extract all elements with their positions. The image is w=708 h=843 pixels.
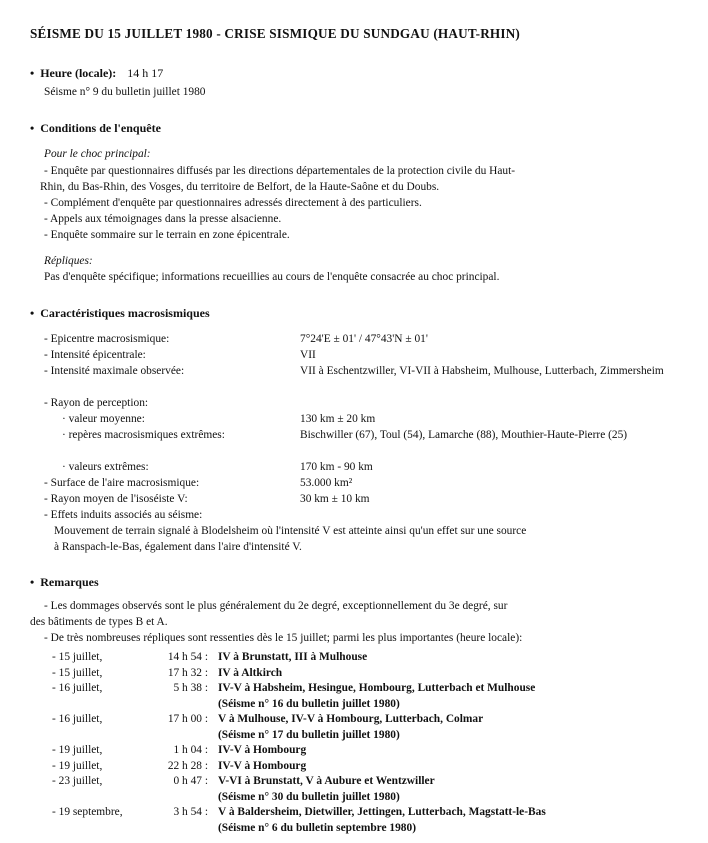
moyenne-label: · valeur moyenne: xyxy=(62,413,145,425)
replique-bulletin: (Séisme n° 16 du bulletin juillet 1980) xyxy=(218,697,400,710)
epicentre-label: - Epicentre macrosismique: xyxy=(44,333,170,345)
replique-text: IV-V à Hombourg xyxy=(218,744,307,756)
macro-heading xyxy=(30,306,210,320)
remarques-line-1a: - Les dommages observés sont le plus généralement du 2e degré, exceptionnellement du 3e degré, sur xyxy=(44,600,508,612)
bullet-icon: • xyxy=(30,575,35,589)
surface-label: - Surface de l'aire macrosismique: xyxy=(44,477,200,489)
effets-label: - Effets induits associés au séisme: xyxy=(44,509,203,521)
replique-text: V à Baldersheim, Dietwiller, Jettingen, Lutterbach, Magstatt-le-Bas xyxy=(218,806,546,818)
effets-text-2: à Ranspach-le-Bas, également dans l'aire d'intensité V. xyxy=(54,541,302,553)
replique-time: 17 h 00 : xyxy=(167,713,208,725)
conditions-line-3: - Appels aux témoignages dans la presse alsacienne. xyxy=(44,213,282,225)
replique-text: IV à Brunstatt, III à Mulhouse xyxy=(218,651,368,663)
heure-heading xyxy=(30,66,163,80)
conditions-heading-text: Conditions de l'enquête xyxy=(40,121,161,135)
extremes-label: · valeurs extrêmes: xyxy=(62,461,149,473)
replique-date: - 15 juillet, xyxy=(52,666,103,679)
isoseiste-value: 30 km ± 10 km xyxy=(300,493,370,505)
replique-date: - 16 juillet, xyxy=(52,682,103,694)
replique-date: - 19 juillet, xyxy=(52,759,103,772)
page-title: SÉISME DU 15 JUILLET 1980 - CRISE SISMIQUE DU SUNDGAU (HAUT-RHIN) xyxy=(30,26,521,41)
conditions-line-4: - Enquête sommaire sur le terrain en zone épicentrale. xyxy=(44,229,290,241)
replique-text: V à Mulhouse, IV-V à Hombourg, Lutterbach, Colmar xyxy=(218,713,484,725)
heure-label: Heure (locale): xyxy=(40,66,117,80)
replique-time: 3 h 54 : xyxy=(173,806,208,818)
remarques-line-2: - De très nombreuses répliques sont ressenties dès le 15 juillet; parmi les plus importantes (heure locale): xyxy=(44,632,523,644)
intensite-value: VII xyxy=(300,349,316,361)
heure-value: 14 h 17 xyxy=(127,66,164,80)
conditions-heading xyxy=(30,121,161,135)
replique-bulletin: (Séisme n° 17 du bulletin juillet 1980) xyxy=(218,728,400,741)
isoseiste-label: - Rayon moyen de l'isoséiste V: xyxy=(44,493,188,505)
repliques-label: Répliques: xyxy=(44,255,93,267)
replique-bulletin: (Séisme n° 30 du bulletin juillet 1980) xyxy=(218,790,400,803)
bullet-icon: • xyxy=(30,121,35,135)
remarques-line-1b: des bâtiments de types B et A. xyxy=(30,616,168,628)
max-value: VII à Eschentzwiller, VI-VII à Habsheim, Mulhouse, Lutterbach, Zimmersheim xyxy=(300,365,664,377)
replique-time: 5 h 38 : xyxy=(173,682,208,694)
replique-time: 14 h 54 : xyxy=(167,651,208,663)
conditions-line-1a: - Enquête par questionnaires diffusés par les directions départementales de la protection civile du Haut- xyxy=(44,165,516,177)
replique-time: 1 h 04 : xyxy=(173,744,208,756)
bullet-icon: • xyxy=(30,66,35,80)
replique-time: 17 h 32 : xyxy=(167,666,208,679)
epicentre-value: 7°24'E ± 01' / 47°43'N ± 01' xyxy=(300,333,428,345)
replique-time: 22 h 28 : xyxy=(167,759,208,772)
conditions-line-2: - Complément d'enquête par questionnaires adressés directement à des particuliers. xyxy=(44,197,422,209)
rayon-label: - Rayon de perception: xyxy=(44,397,149,409)
effets-text-1: Mouvement de terrain signalé à Blodelsheim où l'intensité V est atteinte ainsi qu'un effet sur une source xyxy=(54,525,527,537)
replique-text: IV à Altkirch xyxy=(218,666,283,679)
choc-principal-label: Pour le choc principal: xyxy=(44,148,151,160)
replique-text: V-VI à Brunstatt, V à Aubure et Wentzwiller xyxy=(218,775,435,787)
bullet-icon: • xyxy=(30,306,35,320)
replique-date: - 15 juillet, xyxy=(52,651,103,663)
remarques-heading-text: Remarques xyxy=(40,575,99,589)
remarques-heading xyxy=(30,575,99,589)
repliques-text: Pas d'enquête spécifique; informations recueillies au cours de l'enquête consacrée au choc principal. xyxy=(44,271,500,283)
replique-bulletin: (Séisme n° 6 du bulletin septembre 1980) xyxy=(218,821,416,834)
replique-date: - 16 juillet, xyxy=(52,713,103,725)
conditions-line-1b: Rhin, du Bas-Rhin, des Vosges, du territoire de Belfort, de la Haute-Saône et du Doubs. xyxy=(40,181,440,193)
heure-bulletin: Séisme n° 9 du bulletin juillet 1980 xyxy=(44,86,206,98)
replique-date: - 23 juillet, xyxy=(52,775,103,787)
replique-text: IV-V à Hombourg xyxy=(218,759,307,772)
macro-heading-text: Caractéristiques macrosismiques xyxy=(40,306,210,320)
replique-text: IV-V à Habsheim, Hesingue, Hombourg, Lutterbach et Mulhouse xyxy=(218,682,536,694)
reperes-value: Bischwiller (67), Toul (54), Lamarche (88), Mouthier-Haute-Pierre (25) xyxy=(300,429,628,441)
max-label: - Intensité maximale observée: xyxy=(44,365,185,377)
replique-date: - 19 septembre, xyxy=(52,806,123,818)
replique-time: 0 h 47 : xyxy=(173,775,208,787)
surface-value: 53.000 km² xyxy=(300,477,353,489)
replique-date: - 19 juillet, xyxy=(52,744,103,756)
intensite-label: - Intensité épicentrale: xyxy=(44,349,146,361)
reperes-label: · repères macrosismiques extrêmes: xyxy=(62,429,225,441)
extremes-value: 170 km - 90 km xyxy=(300,461,373,473)
moyenne-value: 130 km ± 20 km xyxy=(300,413,376,425)
